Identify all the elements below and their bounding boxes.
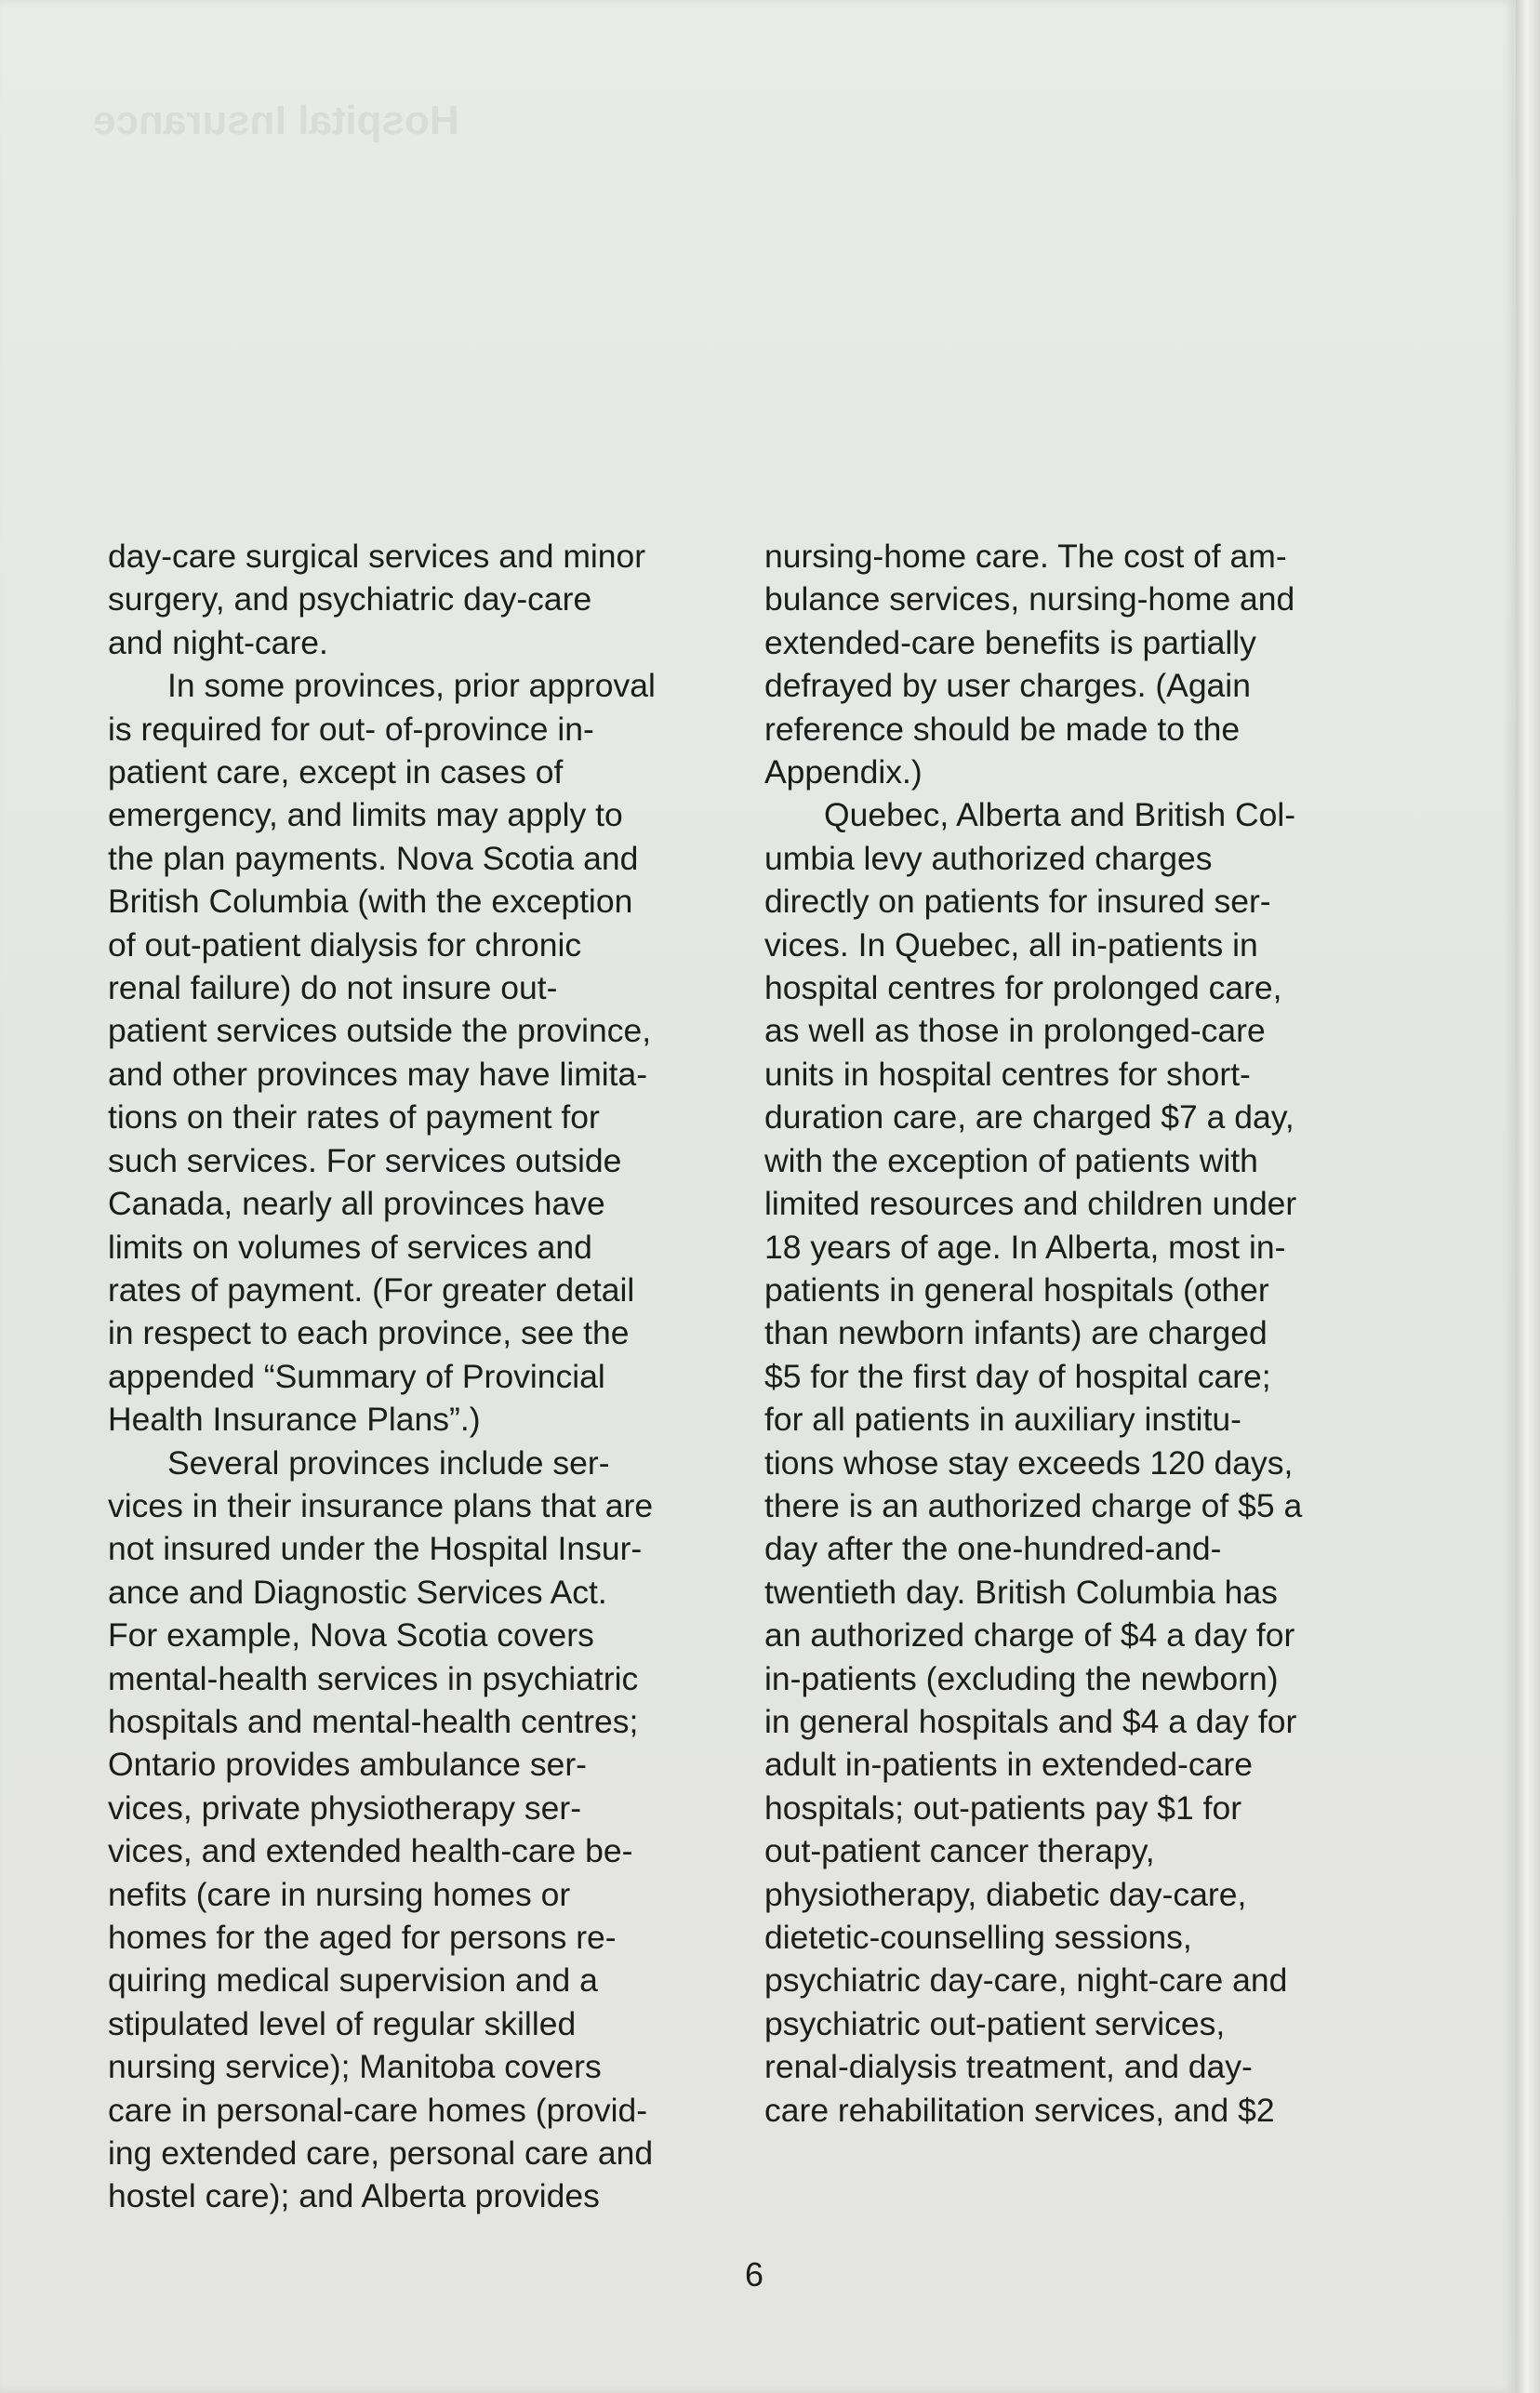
text-line: psychiatric day-care, night-care and xyxy=(764,1961,1288,2000)
text-line: as well as those in prolonged-care xyxy=(764,1012,1266,1050)
text-line: in general hospitals and $4 a day for xyxy=(764,1702,1297,1740)
text-line: mental-health services in psychiatric xyxy=(108,1659,639,1697)
text-line: in respect to each province, see the xyxy=(108,1314,630,1352)
text-line: nefits (care in nursing homes or xyxy=(108,1875,571,1913)
text-line: hostel care); and Alberta provides xyxy=(108,2177,600,2215)
text-line: hospital centres for prolonged care, xyxy=(764,969,1282,1007)
page-number: 6 xyxy=(744,2255,764,2293)
text-line: rates of payment. (For greater detail xyxy=(108,1270,635,1309)
text-line: Health Insurance Plans”.) xyxy=(108,1401,481,1439)
text-line: bulance services, nursing-home and xyxy=(764,580,1295,618)
text-line: $5 for the first day of hospital care; xyxy=(764,1357,1271,1395)
text-line: Ontario provides ambulance ser- xyxy=(108,1746,587,1784)
text-line: there is an authorized charge of $5 a xyxy=(764,1486,1303,1524)
text-line: tions whose stay exceeds 120 days, xyxy=(764,1443,1294,1482)
text-line: umbia levy authorized charges xyxy=(764,839,1213,877)
text-line: units in hospital centres for short- xyxy=(764,1055,1251,1093)
text-line: twentieth day. British Columbia has xyxy=(764,1573,1278,1611)
text-line: is required for out- of-province in- xyxy=(108,710,594,748)
text-line: out-patient cancer therapy, xyxy=(764,1832,1155,1870)
text-line: of out-patient dialysis for chronic xyxy=(108,925,582,964)
text-line: physiotherapy, diabetic day-care, xyxy=(764,1875,1247,1913)
text-line: day-care surgical services and minor xyxy=(108,538,646,575)
text-line: Appendix.) xyxy=(764,753,923,791)
show-through-heading: Hospital Insurance xyxy=(93,98,459,143)
text-line: duration care, are charged $7 a day, xyxy=(764,1098,1294,1137)
text-line: ance and Diagnostic Services Act. xyxy=(108,1573,607,1611)
text-line: Quebec, Alberta and British Col- xyxy=(824,796,1296,834)
text-line: with the exception of patients with xyxy=(764,1141,1258,1179)
text-line: tions on their rates of payment for xyxy=(108,1098,600,1137)
text-line: vices in their insurance plans that are xyxy=(108,1486,654,1524)
text-line: limits on volumes of services and xyxy=(108,1228,592,1266)
text-line: quiring medical supervision and a xyxy=(108,1961,598,2000)
text-line: and night-care. xyxy=(108,623,328,661)
text-line: vices. In Quebec, all in-patients in xyxy=(764,925,1258,964)
text-line: than newborn infants) are charged xyxy=(764,1314,1268,1352)
text-line: directly on patients for insured ser- xyxy=(764,883,1271,921)
text-line: adult in-patients in extended-care xyxy=(764,1746,1253,1784)
text-line: patient care, except in cases of xyxy=(108,753,564,791)
text-line: patient services outside the province, xyxy=(108,1012,652,1050)
text-line: in-patients (excluding the newborn) xyxy=(764,1659,1279,1697)
text-line: care in personal-care homes (provid- xyxy=(108,2091,648,2129)
text-line: In some provinces, prior approval xyxy=(167,667,656,705)
text-line: nursing-home care. The cost of am- xyxy=(764,538,1287,575)
text-line: defrayed by user charges. (Again xyxy=(764,667,1251,705)
text-line: limited resources and children under xyxy=(764,1185,1297,1223)
text-line: 18 years of age. In Alberta, most in- xyxy=(764,1228,1286,1266)
text-line: vices, private physiotherapy ser- xyxy=(108,1788,582,1827)
text-line: vices, and extended health-care be- xyxy=(108,1832,633,1870)
text-line: surgery, and psychiatric day-care xyxy=(108,580,592,618)
text-line: For example, Nova Scotia covers xyxy=(108,1616,594,1655)
text-line: nursing service); Manitoba covers xyxy=(108,2048,602,2086)
page-edge xyxy=(1516,0,1540,2393)
text-line: patients in general hospitals (other xyxy=(764,1270,1269,1309)
text-line: emergency, and limits may apply to xyxy=(108,796,623,834)
text-line: care rehabilitation services, and $2 xyxy=(764,2091,1275,2129)
text-line: reference should be made to the xyxy=(764,710,1241,748)
text-line: ing extended care, personal care and xyxy=(108,2134,654,2173)
text-line: appended “Summary of Provincial xyxy=(108,1357,605,1395)
text-line: renal failure) do not insure out- xyxy=(108,969,558,1007)
text-line: hospitals; out-patients pay $1 for xyxy=(764,1788,1242,1827)
text-line: not insured under the Hospital Insur- xyxy=(108,1530,643,1568)
right-text-column xyxy=(764,535,1406,2132)
text-line: renal-dialysis treatment, and day- xyxy=(764,2048,1253,2086)
text-line: psychiatric out-patient services, xyxy=(764,2004,1226,2042)
text-line: an authorized charge of $4 a day for xyxy=(764,1616,1295,1655)
text-line: for all patients in auxiliary institu- xyxy=(764,1401,1241,1439)
text-line: homes for the aged for persons re- xyxy=(108,1919,617,1956)
text-line: British Columbia (with the exception xyxy=(108,883,633,921)
text-line: Canada, nearly all provinces have xyxy=(108,1185,605,1223)
text-line: and other provinces may have limita- xyxy=(108,1055,648,1093)
text-line: stipulated level of regular skilled xyxy=(108,2004,577,2042)
text-line: hospitals and mental-health centres; xyxy=(108,1702,639,1740)
text-line: dietetic-counselling sessions, xyxy=(764,1919,1192,1956)
left-text-column xyxy=(108,535,740,2218)
text-line: such services. For services outside xyxy=(108,1141,622,1179)
text-line: the plan payments. Nova Scotia and xyxy=(108,839,639,877)
text-line: Several provinces include ser- xyxy=(167,1443,610,1482)
text-line: day after the one-hundred-and- xyxy=(764,1530,1222,1568)
text-line: extended-care benefits is partially xyxy=(764,623,1256,661)
